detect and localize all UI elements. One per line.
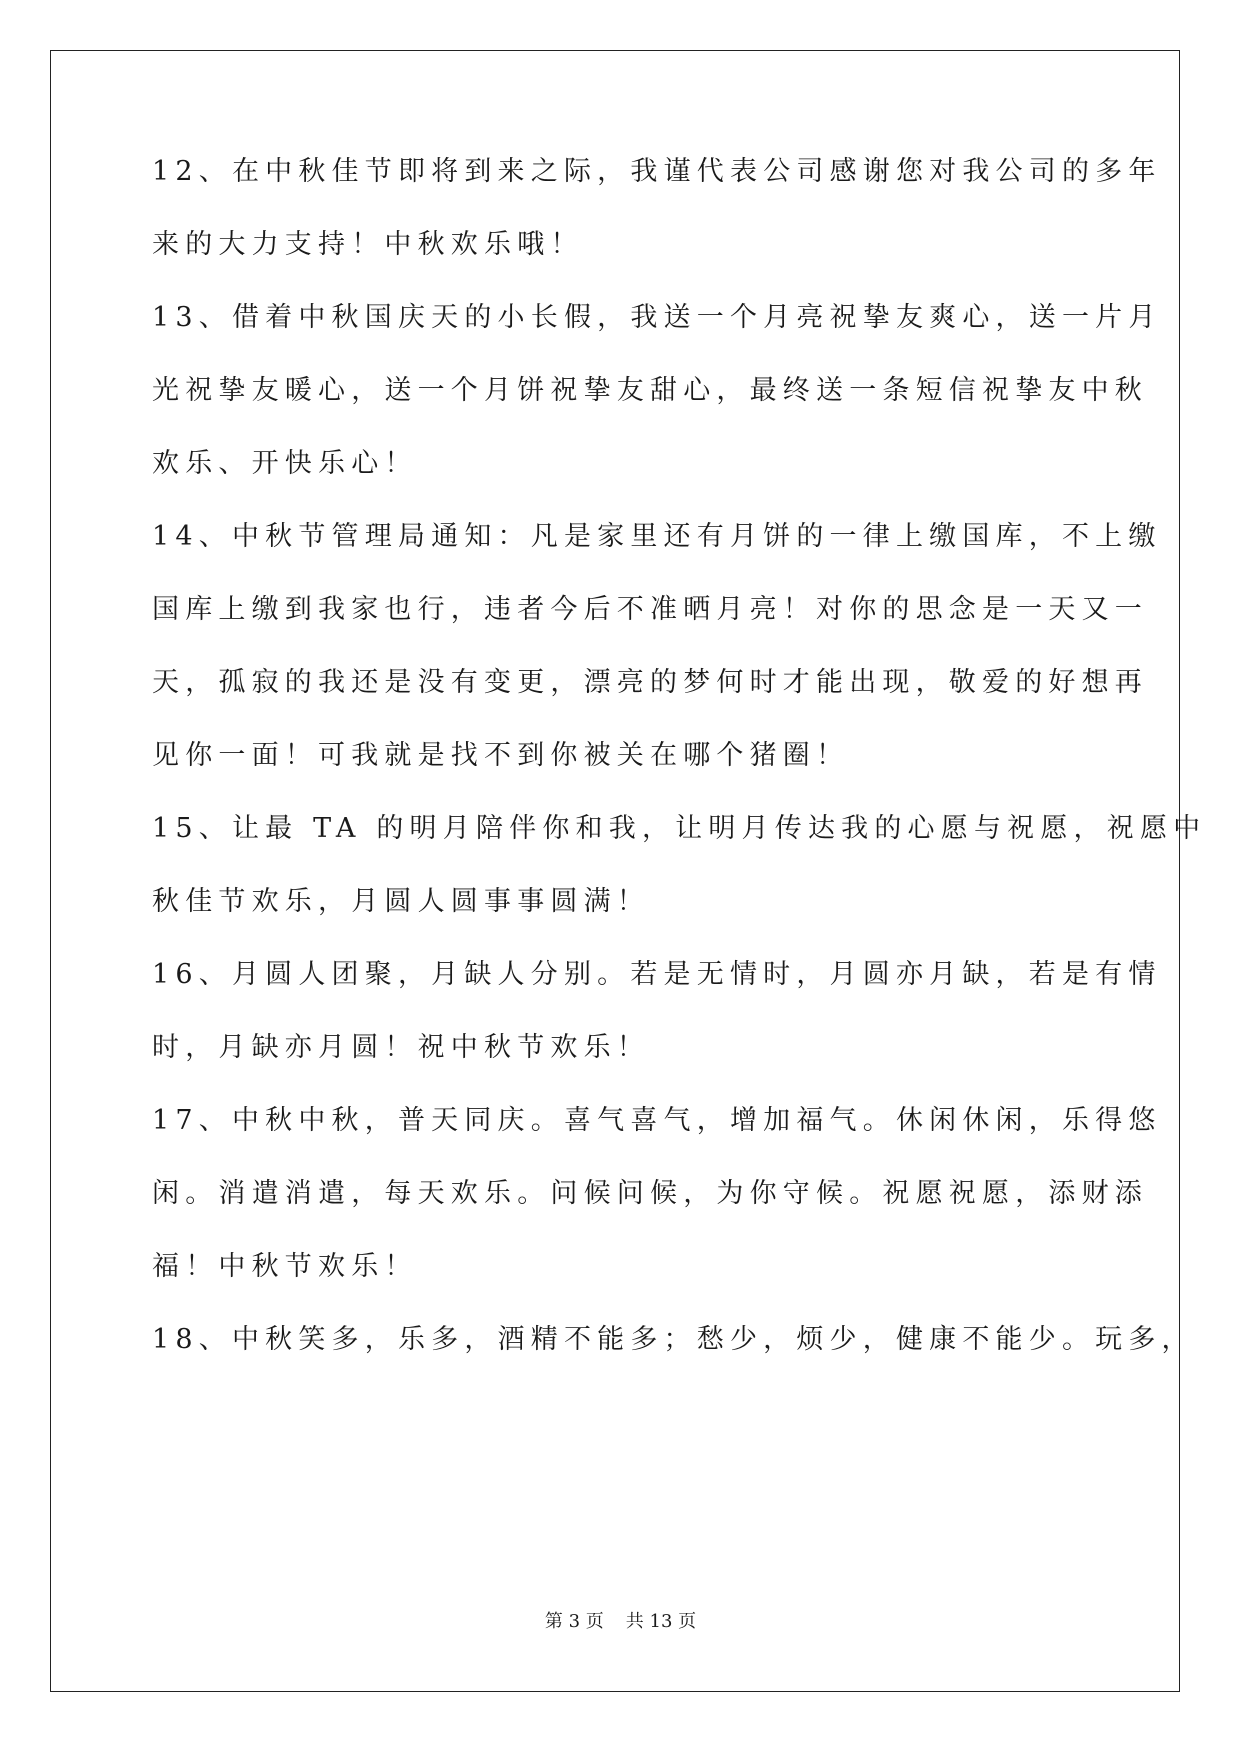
text-line: 秋佳节欢乐，月圆人圆事事圆满！ bbox=[152, 886, 650, 917]
text-line: 国库上缴到我家也行，违者今后不准晒月亮！对你的思念是一天又一 bbox=[152, 594, 1148, 625]
page-number: 第 3 页 bbox=[544, 1611, 604, 1632]
page-border bbox=[50, 50, 1180, 1692]
page-footer bbox=[0, 1610, 1241, 1634]
text-line: 14、中秋节管理局通知：凡是家里还有月饼的一律上缴国库，不上缴 bbox=[152, 521, 1162, 552]
text-line: 16、月圆人团聚，月缺人分别。若是无情时，月圆亦月缺，若是有情 bbox=[152, 959, 1162, 990]
text-line: 天，孤寂的我还是没有变更，漂亮的梦何时才能出现，敬爱的好想再 bbox=[152, 667, 1148, 698]
text-line: 光祝挚友暖心，送一个月饼祝挚友甜心，最终送一条短信祝挚友中秋 bbox=[152, 375, 1148, 406]
text-line: 闲。消遣消遣，每天欢乐。问候问候，为你守候。祝愿祝愿，添财添 bbox=[152, 1178, 1148, 1209]
text-line: 福！中秋节欢乐！ bbox=[152, 1251, 418, 1282]
text-line: 欢乐、开快乐心！ bbox=[152, 448, 418, 479]
text-line: 来的大力支持！中秋欢乐哦！ bbox=[152, 229, 584, 260]
text-line: 12、在中秋佳节即将到来之际，我谨代表公司感谢您对我公司的多年 bbox=[152, 156, 1162, 187]
text-line: 17、中秋中秋，普天同庆。喜气喜气，增加福气。休闲休闲，乐得悠 bbox=[152, 1105, 1162, 1136]
page-total: 共 13 页 bbox=[625, 1611, 697, 1632]
text-line: 18、中秋笑多，乐多，酒精不能多；愁少，烦少，健康不能少。玩多， bbox=[152, 1324, 1195, 1355]
text-line: 见你一面！可我就是找不到你被关在哪个猪圈！ bbox=[152, 740, 850, 771]
text-line: 15、让最 TA 的明月陪伴你和我，让明月传达我的心愿与祝愿，祝愿中 bbox=[152, 813, 1207, 844]
text-line: 时，月缺亦月圆！祝中秋节欢乐！ bbox=[152, 1032, 650, 1063]
text-line: 13、借着中秋国庆天的小长假，我送一个月亮祝挚友爽心，送一片月 bbox=[152, 302, 1162, 333]
